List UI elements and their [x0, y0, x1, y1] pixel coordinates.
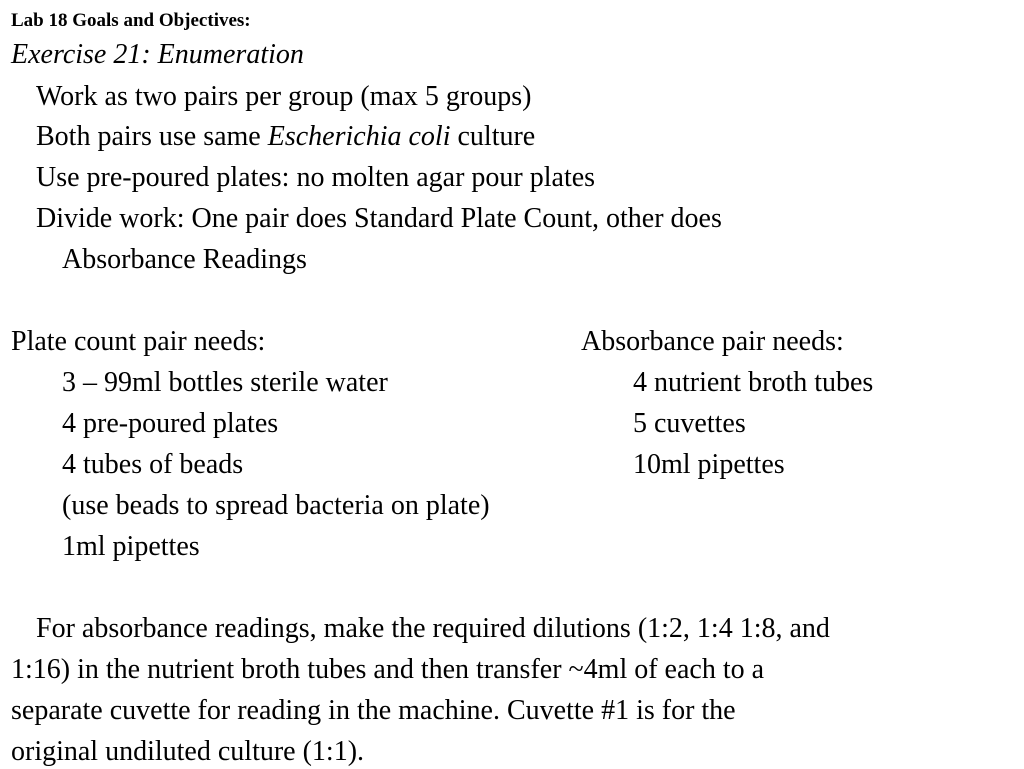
plate-count-item: 1ml pipettes	[62, 531, 200, 562]
plate-count-item: 3 – 99ml bottles sterile water	[62, 367, 388, 398]
bullet-line	[36, 120, 535, 154]
bullet-line-continuation: Absorbance Readings	[62, 244, 307, 275]
instructions-line: 1:16) in the nutrient broth tubes and then transfer ~4ml of each to a	[11, 654, 765, 685]
bullet-line: Divide work: One pair does Standard Plate Count, other does	[36, 203, 722, 234]
absorbance-item: 4 nutrient broth tubes	[633, 367, 874, 398]
bullet-text-before: Both pairs use same	[36, 121, 268, 152]
lab-header: Lab 18 Goals and Objectives:	[11, 10, 251, 31]
plate-count-title: Plate count pair needs:	[11, 326, 266, 357]
plate-count-item: 4 pre-poured plates	[62, 408, 279, 439]
absorbance-item: 5 cuvettes	[633, 408, 746, 439]
instructions-line: For absorbance readings, make the required dilutions (1:2, 1:4 1:8, and	[36, 613, 830, 644]
instructions-line: separate cuvette for reading in the machine. Cuvette #1 is for the	[11, 695, 736, 726]
plate-count-item: 4 tubes of beads	[62, 449, 244, 480]
bullet-text-after: culture	[450, 121, 536, 152]
bullet-line: Work as two pairs per group (max 5 groups)	[36, 81, 532, 112]
bullet-line: Use pre-poured plates: no molten agar pour plates	[36, 162, 596, 193]
absorbance-item: 10ml pipettes	[633, 449, 785, 480]
plate-count-item: (use beads to spread bacteria on plate)	[62, 490, 490, 521]
organism-name: Escherichia coli	[267, 121, 451, 152]
absorbance-title: Absorbance pair needs:	[581, 326, 844, 357]
exercise-title: Exercise 21: Enumeration	[11, 39, 304, 70]
instructions-line: original undiluted culture (1:1).	[11, 736, 365, 767]
